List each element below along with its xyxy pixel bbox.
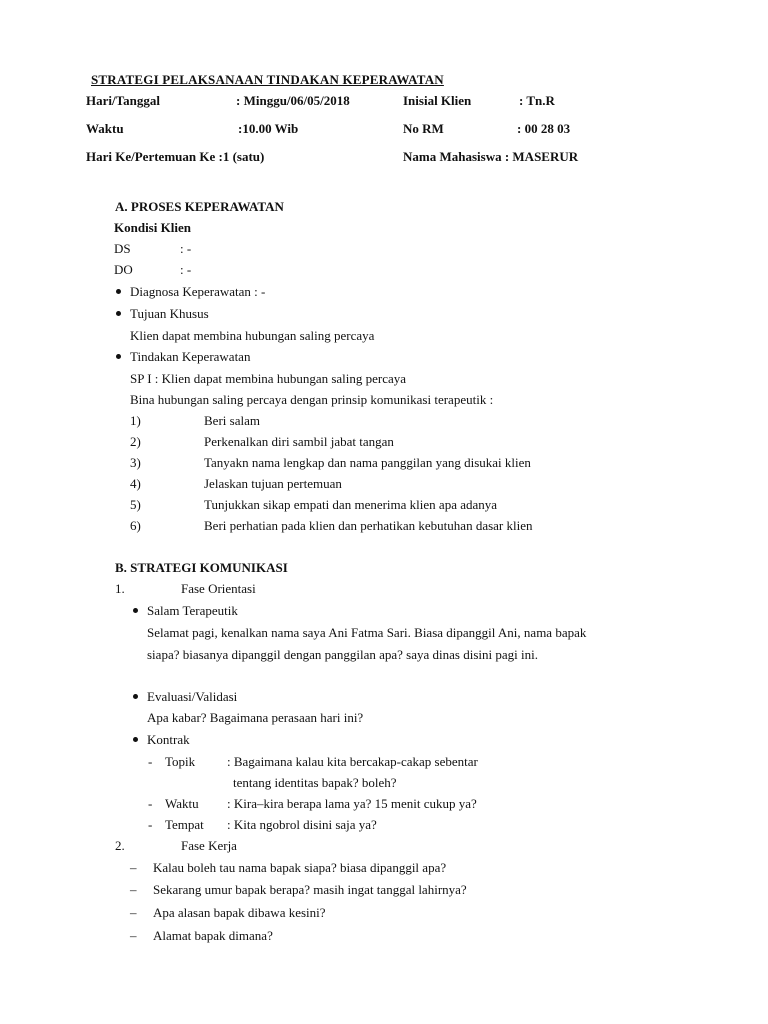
bullet-dot [116,354,121,359]
evaluasi-text: Apa kabar? Bagaimana perasaan hari ini? [147,710,364,725]
inisial-label: Inisial Klien [403,93,472,108]
bullet-dot [133,737,138,742]
dash-marker: - [148,796,153,811]
mahasiswa-text: Nama Mahasiswa : MASERUR [403,149,579,164]
fase2-label: Fase Kerja [181,838,237,853]
bina-text: Bina hubungan saling percaya dengan prinsip komunikasi terapeutik : [130,392,494,407]
bullet-dot [133,694,138,699]
norm-value: : 00 28 03 [517,121,571,136]
waktu-kontrak-text: : Kira–kira berapa lama ya? 15 menit cukup ya? [227,796,477,811]
kerja-item: Alamat bapak dimana? [153,928,273,943]
bullet-dot [116,289,121,294]
dash-marker: – [130,882,137,897]
hari-value: : Minggu/06/05/2018 [236,93,350,108]
waktu-value: :10.00 Wib [238,121,299,136]
fase2-number: 2. [115,838,125,853]
fase1-label: Fase Orientasi [181,581,256,596]
kerja-item: Sekarang umur bapak berapa? masih ingat tanggal lahirnya? [153,882,467,897]
diagnosa-item: Diagnosa Keperawatan : - [130,284,266,299]
tempat-text: : Kita ngobrol disini saja ya? [227,817,377,832]
step-number: 5) [130,497,141,512]
step-text: Jelaskan tujuan pertemuan [204,476,342,491]
do-value: : - [180,262,192,277]
tindakan-item: Tindakan Keperawatan [130,349,251,364]
step-number: 2) [130,434,141,449]
step-number: 4) [130,476,141,491]
kontrak-item: Kontrak [147,732,190,747]
salam-line2: siapa? biasanya dipanggil dengan panggilan apa? saya dinas disini pagi ini. [147,647,538,662]
fase1-number: 1. [115,581,125,596]
norm-label: No RM [403,121,444,136]
dash-marker: – [130,928,137,943]
step-text: Perkenalkan diri sambil jabat tangan [204,434,394,449]
dash-marker: - [148,754,153,769]
topik-line2: tentang identitas bapak? boleh? [233,775,397,790]
do-label: DO [114,262,133,277]
tempat-label: Tempat [165,817,204,832]
salam-item: Salam Terapeutik [147,603,238,618]
ds-value: : - [180,241,192,256]
dash-marker: - [148,817,153,832]
inisial-value: : Tn.R [519,93,555,108]
waktu-label: Waktu [86,121,124,136]
dash-marker: – [130,905,137,920]
section-a-heading: A. PROSES KEPERAWATAN [115,199,284,214]
evaluasi-item: Evaluasi/Validasi [147,689,238,704]
dash-marker: – [130,860,137,875]
kondisi-heading: Kondisi Klien [114,220,191,235]
step-number: 3) [130,455,141,470]
document-title: STRATEGI PELAKSANAAN TINDAKAN KEPERAWATAN [91,72,444,87]
bullet-dot [133,608,138,613]
salam-line1: Selamat pagi, kenalkan nama saya Ani Fatma Sari. Biasa dipanggil Ani, nama bapak [147,625,587,640]
step-number: 6) [130,518,141,533]
section-b-heading: B. STRATEGI KOMUNIKASI [115,560,288,575]
topik-line1: : Bagaimana kalau kita bercakap-cakap sebentar [227,754,478,769]
hari-label: Hari/Tanggal [86,93,160,108]
ds-label: DS [114,241,131,256]
waktu-kontrak-label: Waktu [165,796,199,811]
tujuan-item: Tujuan Khusus [130,306,209,321]
step-text: Beri salam [204,413,260,428]
step-text: Tanyakn nama lengkap dan nama panggilan yang disukai klien [204,455,531,470]
pertemuan-text: Hari Ke/Pertemuan Ke :1 (satu) [86,149,265,164]
kerja-item: Apa alasan bapak dibawa kesini? [153,905,326,920]
step-text: Tunjukkan sikap empati dan menerima klien apa adanya [204,497,498,512]
kerja-item: Kalau boleh tau nama bapak siapa? biasa dipanggil apa? [153,860,447,875]
step-number: 1) [130,413,141,428]
bullet-dot [116,311,121,316]
step-text: Beri perhatian pada klien dan perhatikan kebutuhan dasar klien [204,518,533,533]
topik-label: Topik [165,754,196,769]
sp-text: SP I : Klien dapat membina hubungan saling percaya [130,371,407,386]
tujuan-text: Klien dapat membina hubungan saling percaya [130,328,375,343]
